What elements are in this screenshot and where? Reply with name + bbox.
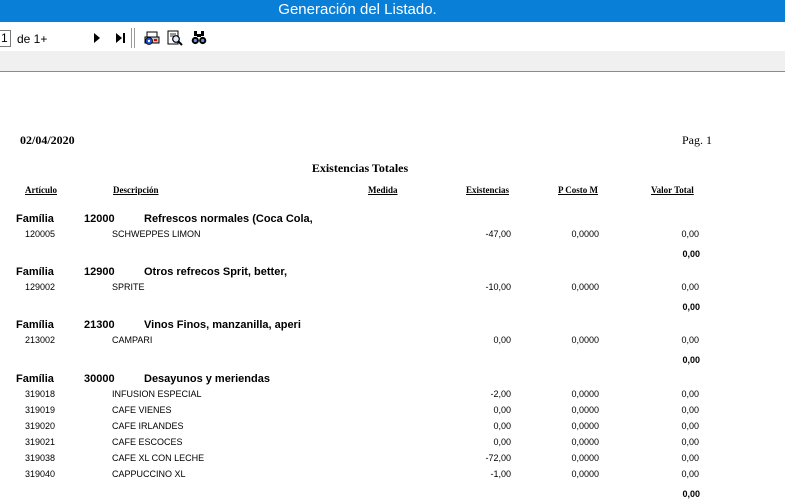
report-toolbar: [0, 22, 785, 51]
article-description: CAFE ESCOCES: [112, 437, 183, 447]
article-stock: 0,00: [493, 335, 511, 345]
article-description: CAPPUCCINO XL: [112, 469, 186, 479]
report-date: 02/04/2020: [20, 133, 75, 147]
family-code: 21300: [84, 319, 115, 331]
article-value: 0,00: [681, 229, 699, 239]
article-cost: 0,0000: [571, 282, 599, 292]
article-stock: 0,00: [493, 437, 511, 447]
page-count-label: de 1+: [17, 32, 48, 46]
article-cost: 0,0000: [571, 389, 599, 399]
toolbar-separator: [134, 28, 135, 48]
article-stock: 0,00: [493, 405, 511, 415]
family-label: Família: [16, 213, 54, 225]
family-total: 0,00: [682, 302, 700, 312]
family-name: Refrescos normales (Coca Cola,: [144, 213, 313, 225]
article-code: 319021: [25, 437, 56, 447]
family-name: Otros refrecos Sprit, better,: [144, 266, 288, 278]
article-cost: 0,0000: [571, 437, 599, 447]
report-page: [0, 72, 785, 500]
print-setup-icon[interactable]: [144, 30, 160, 46]
article-code: 213002: [25, 335, 56, 345]
report-title: Existencias Totales: [311, 161, 409, 175]
article-cost: 0,0000: [571, 405, 599, 415]
family-label: Família: [16, 373, 54, 385]
article-value: 0,00: [681, 469, 699, 479]
column-header-valor: Valor Total: [651, 185, 694, 195]
article-description: SPRITE: [112, 282, 145, 292]
toolbar-bottom-strip: [0, 51, 785, 72]
article-code: 129002: [25, 282, 56, 292]
article-value: 0,00: [681, 335, 699, 345]
article-cost: 0,0000: [571, 453, 599, 463]
article-cost: 0,0000: [571, 335, 599, 345]
column-header-descripcion: Descripción: [113, 185, 159, 195]
column-header-medida: Medida: [368, 185, 398, 195]
find-binoculars-icon[interactable]: [191, 30, 207, 46]
family-total: 0,00: [682, 489, 700, 499]
next-page-icon[interactable]: [94, 32, 104, 44]
article-description: INFUSION ESPECIAL: [112, 389, 202, 399]
article-value: 0,00: [681, 282, 699, 292]
article-code: 319018: [25, 389, 56, 399]
family-code: 30000: [84, 373, 115, 385]
article-description: CAFE VIENES: [112, 405, 172, 415]
family-name: Vinos Finos, manzanilla, aperi: [144, 319, 301, 331]
article-description: CAFE IRLANDES: [112, 421, 184, 431]
article-cost: 0,0000: [571, 229, 599, 239]
family-total: 0,00: [682, 355, 700, 365]
article-code: 120005: [25, 229, 56, 239]
family-code: 12900: [84, 266, 115, 278]
article-code: 319020: [25, 421, 56, 431]
article-description: CAMPARI: [112, 335, 153, 345]
family-total: 0,00: [682, 249, 700, 259]
article-stock: -72,00: [485, 453, 511, 463]
article-value: 0,00: [681, 405, 699, 415]
article-description: CAFE XL CON LECHE: [112, 453, 205, 463]
article-code: 319038: [25, 453, 56, 463]
article-stock: -10,00: [485, 282, 511, 292]
column-header-costo: P Costo M: [558, 185, 598, 195]
window-titlebar: [0, 0, 785, 22]
zoom-page-icon[interactable]: [167, 30, 183, 46]
toolbar-separator: [131, 28, 132, 48]
column-header-articulo: Artículo: [25, 185, 57, 195]
report-page-number: Pag. 1: [682, 133, 712, 147]
last-page-icon[interactable]: [116, 32, 126, 44]
window-title: Generación del Listado.: [278, 1, 437, 18]
family-label: Família: [16, 319, 54, 331]
article-value: 0,00: [681, 421, 699, 431]
article-value: 0,00: [681, 453, 699, 463]
article-stock: -2,00: [490, 389, 511, 399]
family-label: Família: [16, 266, 54, 278]
article-value: 0,00: [681, 437, 699, 447]
article-cost: 0,0000: [571, 469, 599, 479]
page-number-input[interactable]: 1: [0, 30, 11, 47]
article-stock: 0,00: [493, 421, 511, 431]
family-code: 12000: [84, 213, 115, 225]
article-stock: -1,00: [490, 469, 511, 479]
article-value: 0,00: [681, 389, 699, 399]
article-code: 319040: [25, 469, 56, 479]
column-header-existencias: Existencias: [466, 185, 510, 195]
family-name: Desayunos y meriendas: [144, 373, 270, 385]
article-code: 319019: [25, 405, 56, 415]
article-cost: 0,0000: [571, 421, 599, 431]
article-stock: -47,00: [485, 229, 511, 239]
article-description: SCHWEPPES LIMON: [112, 229, 201, 239]
